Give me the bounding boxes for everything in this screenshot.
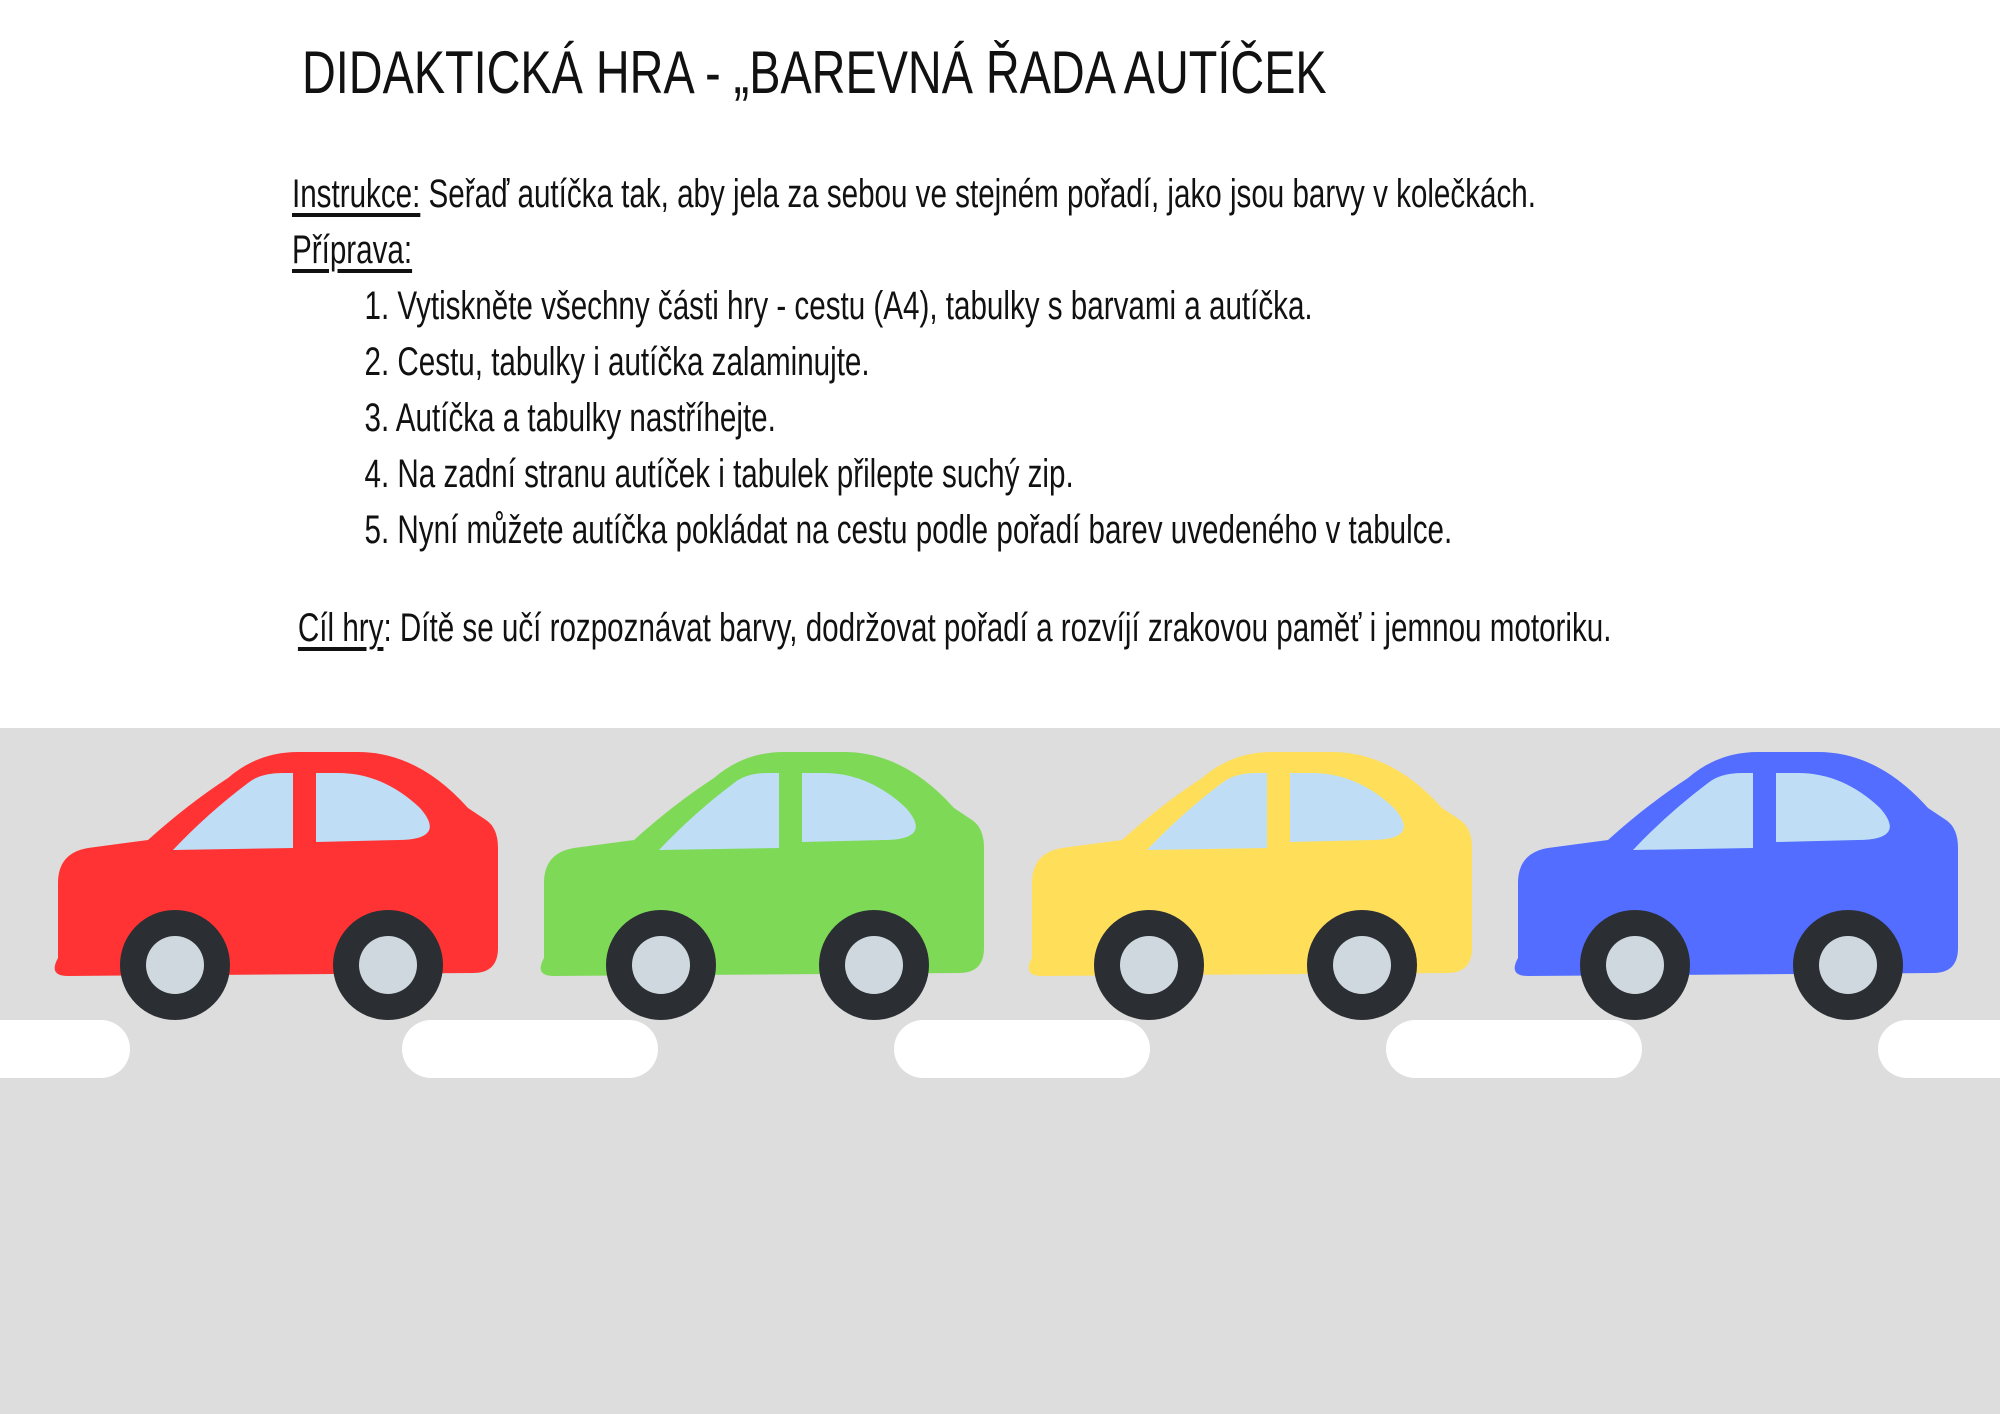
lane-marking — [894, 1020, 1150, 1078]
instructions-line — [292, 166, 1611, 222]
instructions-text: Seřaď autíčka tak, aby jela za sebou ve stejném pořadí, jako jsou barvy v kolečkách. — [420, 172, 1536, 216]
green-car-icon — [534, 748, 984, 1020]
lane-marking — [1878, 1020, 2000, 1078]
step-2: 2. Cestu, tabulky i autíčka zalaminujte. — [364, 340, 870, 384]
step-4: 4. Na zadní stranu autíček i tabulek přilepte suchý zip. — [364, 452, 1074, 496]
step-3: 3. Autíčka a tabulky nastříhejte. — [364, 396, 776, 440]
red-car-icon — [48, 748, 498, 1020]
instructions-label: Instrukce: — [292, 172, 421, 216]
goal-line — [292, 600, 1611, 656]
goal-text: : Dítě se učí rozpoznávat barvy, dodržovat pořadí a rozvíjí zrakovou paměť i jemnou motoriku. — [383, 606, 1612, 650]
text-block — [292, 166, 1611, 656]
lane-marking — [0, 1020, 130, 1078]
yellow-car-icon — [1022, 748, 1472, 1020]
page-title: DIDAKTICKÁ HRA - „BAREVNÁ ŘADA AUTÍČEK — [302, 39, 1327, 106]
blue-car-icon — [1508, 748, 1958, 1020]
step-1: 1. Vytiskněte všechny části hry - cestu (A4), tabulky s barvami a autíčka. — [364, 284, 1313, 328]
preparation-label: Příprava: — [292, 228, 413, 272]
lane-marking — [1386, 1020, 1642, 1078]
preparation-steps — [292, 278, 1611, 558]
lane-marking — [402, 1020, 658, 1078]
goal-label: Cíl hry — [297, 606, 384, 650]
step-5: 5. Nyní můžete autíčka pokládat na cestu podle pořadí barev uvedeného v tabulce. — [364, 508, 1453, 552]
